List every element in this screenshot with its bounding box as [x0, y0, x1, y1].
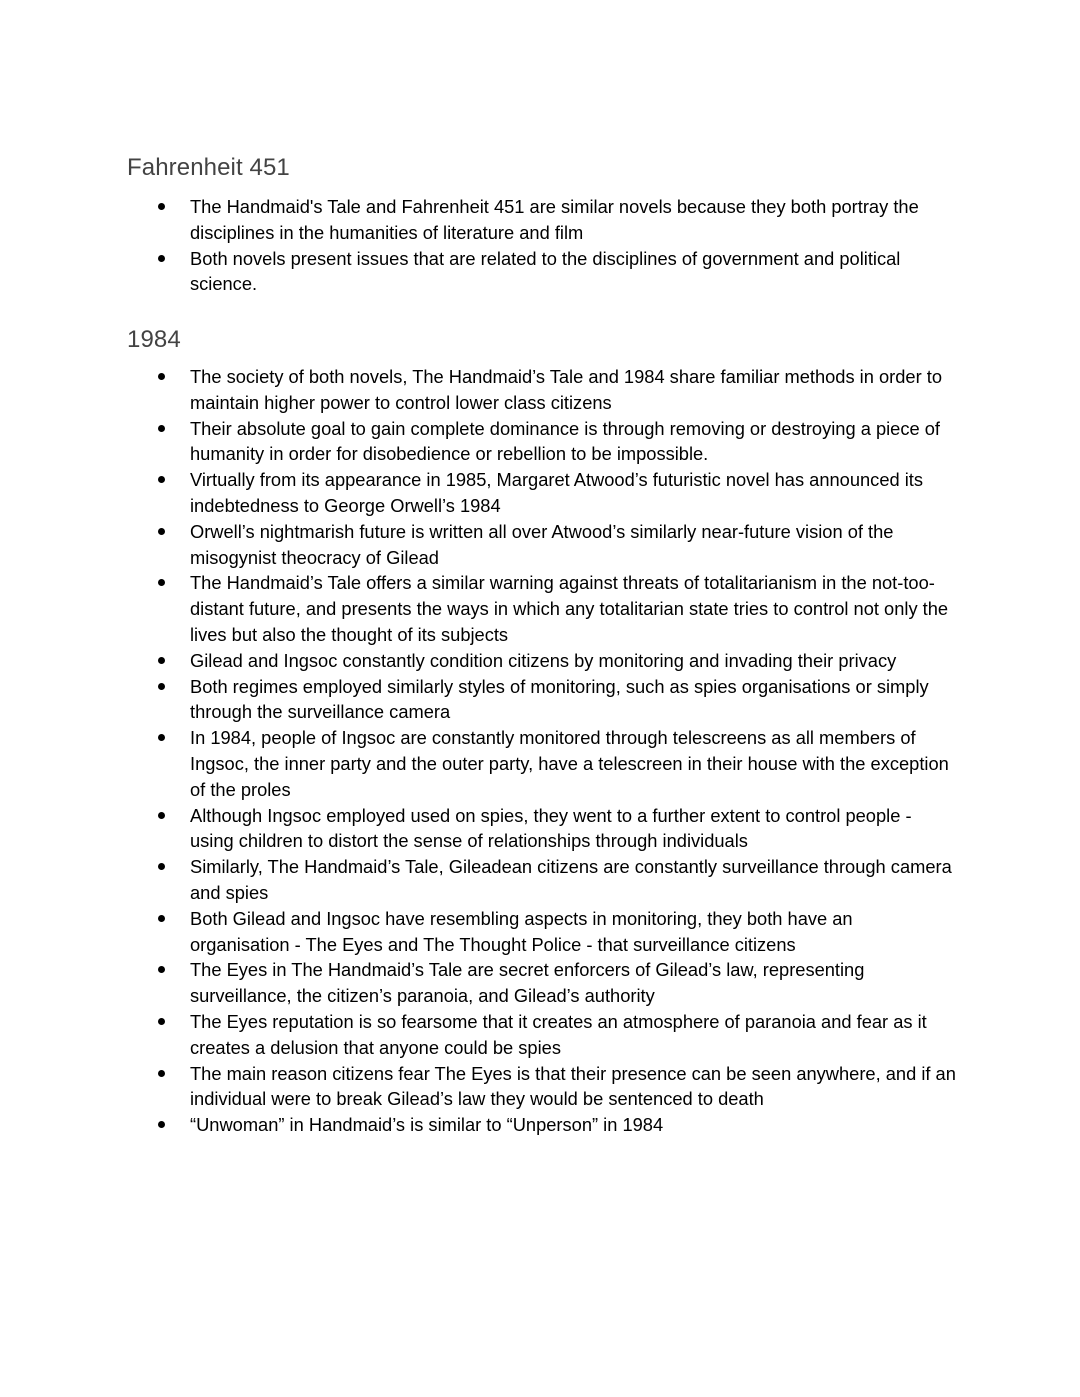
list-item-text: The society of both novels, The Handmaid’s Tale and 1984 share familiar methods in order to maintain higher power to control lower class citizens	[190, 366, 942, 413]
bullet-icon	[158, 1018, 165, 1025]
bullet-list	[127, 364, 957, 1138]
list-item	[127, 674, 957, 726]
list-item	[127, 364, 957, 416]
bullet-icon	[158, 812, 165, 819]
list-item-text: In 1984, people of Ingsoc are constantly monitored through telescreens as all members of Ingsoc, the inner party and the outer party, have a telescreen in their house with the exception of the proles	[190, 727, 949, 800]
section-heading: Fahrenheit 451	[127, 154, 290, 181]
list-item-text: The main reason citizens fear The Eyes is that their presence can be seen anywhere, and if an individual were to break Gilead’s law they would be sentenced to death	[190, 1062, 956, 1110]
bullet-icon	[158, 203, 165, 210]
bullet-icon	[158, 425, 165, 432]
bullet-icon	[158, 579, 165, 586]
list-item	[127, 803, 957, 855]
bullet-list	[127, 194, 957, 297]
bullet-icon	[158, 966, 165, 973]
bullet-icon	[158, 476, 165, 483]
bullet-icon	[158, 734, 165, 741]
list-item-text: The Handmaid’s Tale offers a similar warning against threats of totalitarianism in the not-too-distant future, and presents the ways in which any totalitarian state tries to control not only the lives but also the thought of its subjects	[190, 572, 949, 645]
list-item-text: Virtually from its appearance in 1985, Margaret Atwood’s futuristic novel has announced its indebtedness to George Orwell’s 1984	[190, 469, 924, 516]
bullet-icon	[158, 657, 165, 664]
section-1984	[127, 325, 957, 1138]
list-item-text: Their absolute goal to gain complete dominance is through removing or destroying a piece of humanity in order for disobedience or rebellion to be impossible.	[190, 417, 940, 465]
list-item-text: “Unwoman” in Handmaid’s is similar to “Unperson” in 1984	[190, 1114, 664, 1136]
bullet-icon	[158, 528, 165, 535]
list-item	[127, 725, 957, 802]
list-item	[127, 1112, 957, 1138]
list-item	[127, 246, 957, 298]
list-item	[127, 519, 957, 571]
list-item-text: Both regimes employed similarly styles of monitoring, such as spies organisations or simply through the surveillance camera	[190, 675, 929, 723]
bullet-icon	[158, 255, 165, 262]
section-heading: 1984	[127, 326, 181, 353]
list-item-text: Both Gilead and Ingsoc have resembling aspects in monitoring, they both have an organisation - The Eyes and The Thought Police - that surveillance citizens	[190, 907, 853, 955]
list-item	[127, 648, 957, 674]
bullet-icon	[158, 863, 165, 870]
list-item-text: The Eyes reputation is so fearsome that it creates an atmosphere of paranoia and fear as it creates a delusion that anyone could be spies	[190, 1010, 927, 1058]
list-item	[127, 1009, 957, 1061]
list-item	[127, 194, 957, 246]
bullet-icon	[158, 1070, 165, 1077]
bullet-icon	[158, 915, 165, 922]
list-item	[127, 906, 957, 958]
bullet-icon	[158, 373, 165, 380]
list-item-text: Although Ingsoc employed used on spies, they went to a further extent to control people - using children to distort the sense of relationships through individuals	[190, 804, 912, 852]
list-item-text: The Eyes in The Handmaid’s Tale are secret enforcers of Gilead’s law, representing surveillance, the citizen’s paranoia, and Gilead’s authority	[190, 959, 865, 1007]
list-item-text: Similarly, The Handmaid’s Tale, Gileadean citizens are constantly surveillance through camera and spies	[190, 856, 952, 903]
list-item	[127, 957, 957, 1009]
section-fahrenheit-451	[127, 153, 957, 297]
list-item	[127, 467, 957, 519]
list-item	[127, 416, 957, 468]
list-item-text: The Handmaid's Tale and Fahrenheit 451 are similar novels because they both portray the disciplines in the humanities of literature and film	[190, 196, 919, 243]
bullet-icon	[158, 683, 165, 690]
list-item	[127, 1061, 957, 1113]
list-item-text: Both novels present issues that are related to the disciplines of government and political science.	[190, 247, 901, 295]
list-item-text: Orwell’s nightmarish future is written all over Atwood’s similarly near-future vision of the misogynist theocracy of Gilead	[190, 520, 894, 568]
list-item-text: Gilead and Ingsoc constantly condition citizens by monitoring and invading their privacy	[190, 649, 897, 671]
list-item	[127, 854, 957, 906]
bullet-icon	[158, 1121, 165, 1128]
list-item	[127, 570, 957, 647]
